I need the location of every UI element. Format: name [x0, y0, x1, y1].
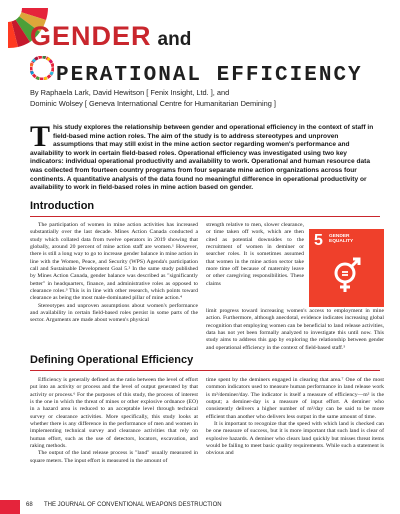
title-word-and: and — [157, 29, 192, 50]
section-rule-defining-efficiency — [30, 370, 380, 371]
intro-column-left — [30, 222, 198, 325]
intro-paragraph-2: Stereotypes and unproven assumptions about women's performance and availability in certain field-based roles persist in some parts of the sector. Arguments are made about women's physical — [30, 302, 198, 324]
title-word-gender: GENDER — [30, 21, 152, 51]
sdg-badge-label — [329, 234, 369, 245]
sdg-badge-label-line-2: EQUALITY — [329, 239, 354, 245]
defining-paragraph-4: It is important to recognize that the speed with which land is checked can be one measure of success, but it is more important that such land is clear of explosive hazards. A deminer who clears land quickly but misses threat items would be failing to meet basic quality requirements. While such a statement is obvious and — [206, 421, 384, 457]
abstract — [30, 120, 380, 193]
article-title — [30, 21, 390, 87]
defining-paragraph-3: time spent by the deminers engaged in clearing that area.⁷ One of the most common indicators used to measure human performance in land release work is m²/deminer/day. The indicator is itself a measure of efficiency—m² is the output; a deminer-day is a measure of input effort. A deminer who consistently delivers a higher number of m²/day can be said to be more efficient than another who delivers less output in the same amount of time. — [206, 377, 384, 420]
sdg-badge-number: 5 — [314, 232, 323, 249]
intro-paragraph-1: The participation of women in mine action activities has increased substantially over the last decade. Mines Action Canada conducted a study which collated data from twelve operators in 2019 showing that globally, around 20 percent of mine action staff are women.¹ However, there is still a long way to go to increase gender balance in mine action in line with the Women, Peace, and Security (WPS) Agenda's participation call and Sustainable Development Goal 5.² In the same study published by Mines Action Canada, gender balance was described as "significantly better" in headquarters, finance, and administrative roles as opposed to clearance roles.³ This is in line with other research, which points toward clearance as being the most male-dominated pillar of mine action.⁴ — [30, 222, 198, 302]
journal-title — [44, 502, 222, 508]
page-number: 68 — [26, 502, 33, 508]
defining-paragraph-1: Efficiency is generally defined as the ratio between the level of effort put into an activity or process and the level of output generated by that activity or process.⁶ For the purposes of this study, the process of interest is the one in which the threat of mines or other explosive ordnance (EO) in a hazard area is reduced to an acceptable level through technical survey or clearance activities. More specifically, this study looks at whether there is any difference in the performance of men and women in implementing technical survey and clearance activities that rely on human effort, such as the use of detectors, locators, excavation, and raking methods. — [30, 377, 198, 450]
intro-column-right-bottom — [206, 308, 384, 352]
author-byline — [30, 88, 276, 109]
sdg-wheel-o-icon — [30, 56, 54, 80]
author-line-2: Dominic Wolsey [ Geneva International Centre for Humanitarian Demining ] — [30, 98, 276, 108]
title-word-operational-efficiency: PERATIONAL EFFICIENCY — [56, 64, 363, 87]
defining-column-left — [30, 377, 198, 465]
defining-paragraph-2: The output of the land release process is "land" usually measured in square meters. The input effort is measured in the amount of — [30, 450, 198, 464]
author-line-1: By Raphaela Lark, David Hewitson [ Fenix Insight, Ltd. ], and — [30, 88, 230, 97]
defining-column-right — [206, 377, 384, 458]
intro-column-right-top — [206, 222, 304, 288]
section-heading-introduction: Introduction — [30, 200, 95, 212]
intro-paragraph-4: limit progress toward increasing women's access to employment in mine action. Furthermore, although anecdotal, evidence indicates increasing global recognition that employing women can be beneficial to land release activities, data has not yet been formally analyzed to investigate this until now. This study aims to address this gap by exploring the relationship between gender and operational efficiency in the context of field-based staff.⁵ — [206, 308, 384, 351]
intro-paragraph-3: strength relative to men, slower clearance, or time taken off work, which are then cited as potential downsides to the recruitment of women in deminer or searcher roles. It is sometimes assumed that women in the mine action sector take more time off because of maternity leave or other caregiving responsibilities. These claims — [206, 222, 304, 287]
abstract-dropcap: T — [30, 120, 51, 153]
section-rule-introduction — [30, 216, 380, 217]
sdg-badge-label-line-1: GENDER — [329, 234, 350, 239]
sdg5-gender-equality-badge — [309, 229, 384, 307]
abstract-text: his study explores the relationship between gender and operational efficiency in the context of staff in field-based mine action roles. The aim of the study is to address stereotypes and unproven assumptions that may still exist in the mine action sector regarding women's performance and availability to work in certain field-based roles. Operational efficiency was investigated using two key indicators: individual operational productivity and availability to work. Operational and human resource data was collected from fourteen country programs from four separate mine action organizations across four continents. A quantitative analysis of the data found no meaningful difference in operational productivity or availability to work in field-based roles in mine action based on gender. — [30, 124, 374, 192]
journal-title-text: THE JOURNAL OF CONVENTIONAL WEAPONS DESTRUCTION — [44, 502, 222, 508]
gender-equality-icon — [329, 255, 365, 295]
section-heading-defining-efficiency: Defining Operational Efficiency — [30, 354, 194, 366]
